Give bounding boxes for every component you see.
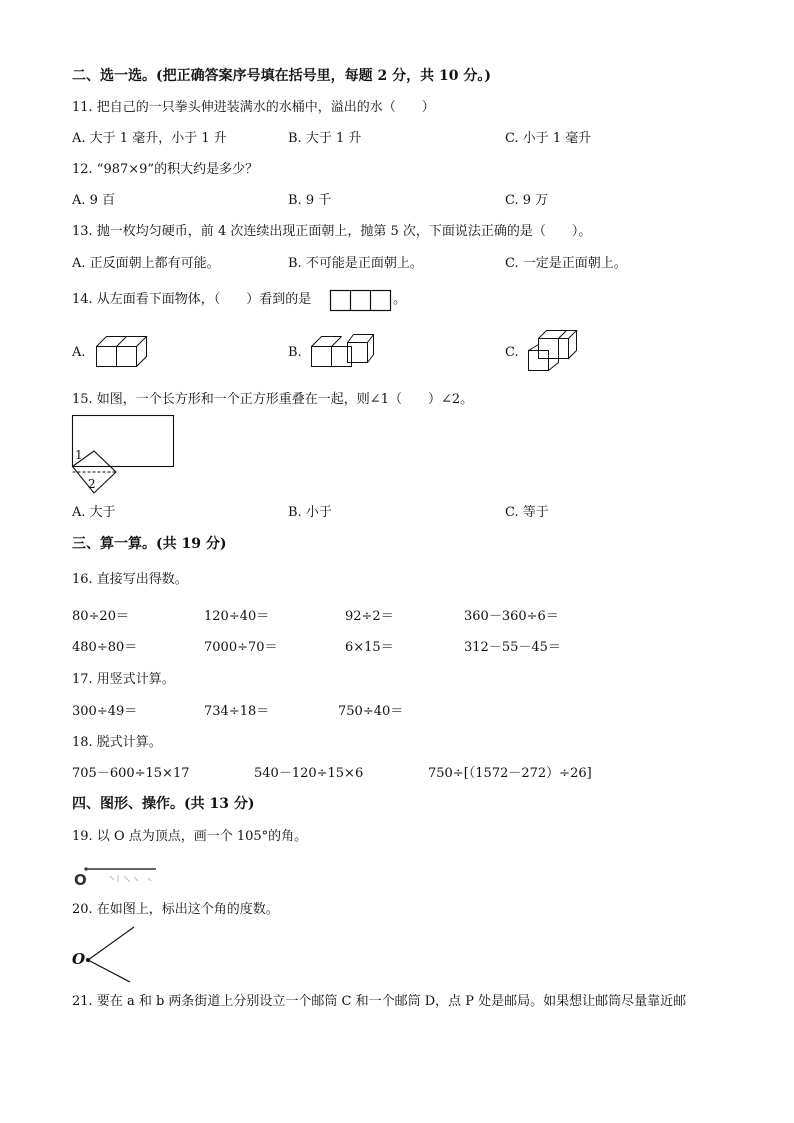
q14-option-b: B. [288,345,302,360]
q12-option-b: B. 9 千 [288,193,332,208]
q20-stem: 20. 在如图上，标出这个角的度数。 [72,902,279,917]
q19-ray-figure [84,866,164,890]
q20-point-o-label: O [72,950,86,968]
q17-item: 750÷40＝ [338,704,404,719]
q16-item: 480÷80＝ [72,640,138,655]
q14-stem-end: 。 [393,292,407,307]
q18-item: 705－600÷15×17 [72,766,190,781]
section-4-heading: 四、图形、操作。(共 13 分) [72,796,255,812]
q16-item: 120÷40＝ [204,609,270,624]
q16-item: 7000÷70＝ [204,640,278,655]
q14-cube-figure-a [96,336,156,372]
q19-point-o-label: O [74,871,87,889]
q17-item: 734÷18＝ [204,704,270,719]
q17-stem: 17. 用竖式计算。 [72,672,175,687]
q16-item: 312－55－45＝ [464,640,561,655]
q11-option-b: B. 大于 1 升 [288,131,362,146]
q14-view-figure [330,290,392,312]
q11-stem: 11. 把自己的一只拳头伸进装满水的水桶中，溢出的水（ ） [72,100,435,115]
q15-stem: 15. 如图，一个长方形和一个正方形重叠在一起，则∠1（ ）∠2。 [72,392,474,407]
q16-stem: 16. 直接写出得数。 [72,572,188,587]
q16-item: 80÷20＝ [72,609,129,624]
q19-stem: 19. 以 O 点为顶点，画一个 105°的角。 [72,829,308,844]
q14-cube-figure-b [311,334,381,372]
q11-option-a: A. 大于 1 毫升，小于 1 升 [72,131,227,146]
q14-stem: 14. 从左面看下面物体，（ ）看到的是 [72,292,312,307]
q11-option-c: C. 小于 1 毫升 [505,131,592,146]
q16-item: 6×15＝ [345,640,394,655]
section-2-heading: 二、选一选。(把正确答案序号填在括号里，每题 2 分，共 10 分。) [72,68,491,84]
q12-option-c: C. 9 万 [505,193,549,208]
q13-option-a: A. 正反面朝上都有可能。 [72,256,220,271]
q17-item: 300÷49＝ [72,704,138,719]
q16-item: 92÷2＝ [345,609,394,624]
q14-option-a: A. [72,345,86,360]
q12-option-a: A. 9 百 [72,193,116,208]
q20-angle-figure [86,925,138,985]
q18-stem: 18. 脱式计算。 [72,735,162,750]
q18-item: 750÷[（1572－272）÷26] [428,766,592,781]
q13-option-c: C. 一定是正面朝上。 [505,256,627,271]
q21-stem: 21. 要在 a 和 b 两条街道上分别设立一个邮筒 C 和一个邮筒 D，点 P 处是邮局。如果想让邮筒尽量靠近邮 [72,994,687,1009]
q15-angle-2-label: 2 [88,477,96,491]
q18-item: 540－120÷15×6 [254,766,364,781]
q15-option-a: A. 大于 [72,505,116,520]
q12-stem: 12. “987×9”的积大约是多少？ [72,162,259,177]
q15-option-c: C. 等于 [505,505,549,520]
q13-option-b: B. 不可能是正面朝上。 [288,256,423,271]
q15-option-b: B. 小于 [288,505,332,520]
section-3-heading: 三、算一算。(共 19 分) [72,536,227,552]
q14-option-c: C. [505,345,519,360]
q16-item: 360－360÷6＝ [464,609,559,624]
q15-angle-1-label: 1 [75,448,83,462]
q14-cube-figure-c [528,330,580,374]
q13-stem: 13. 抛一枚均匀硬币，前 4 次连续出现正面朝上，抛第 5 次，下面说法正确的是（ ）。 [72,224,592,239]
